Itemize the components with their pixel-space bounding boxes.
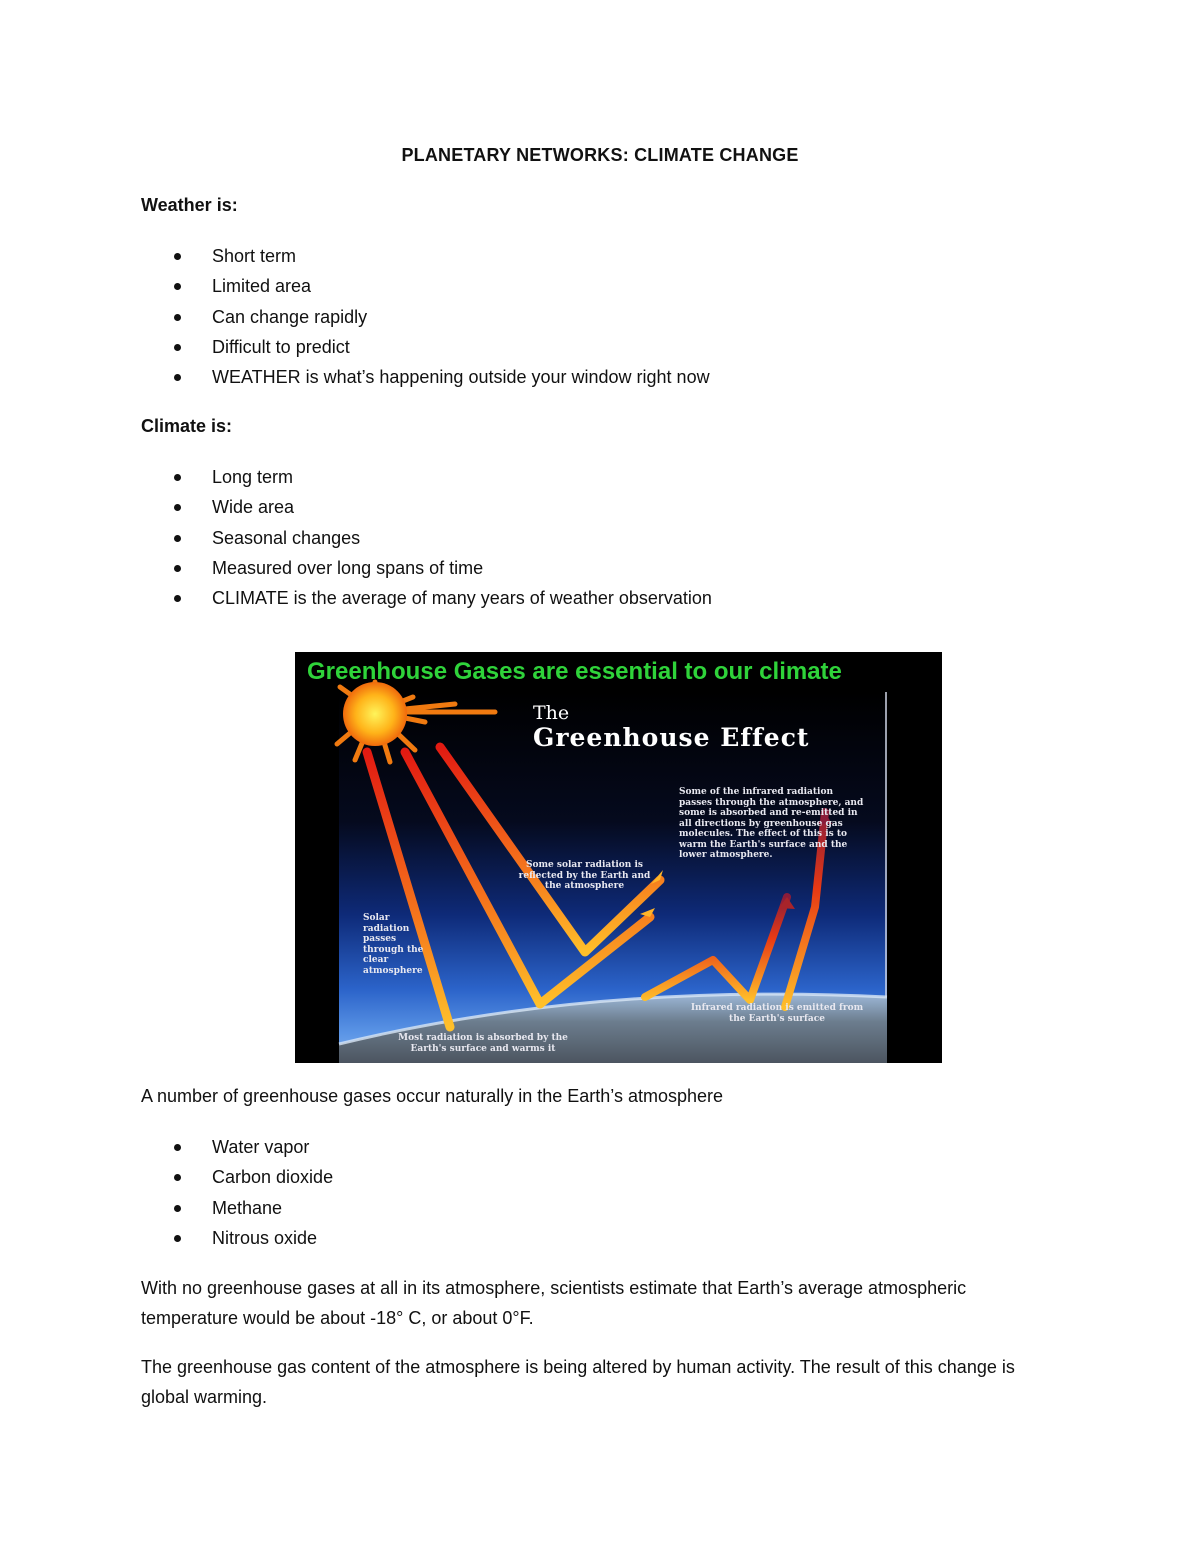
list-item: Nitrous oxide bbox=[141, 1227, 333, 1257]
note-absorbed: Most radiation is absorbed by the Earth's surface and warms it bbox=[398, 1033, 568, 1054]
temperature-paragraph: With no greenhouse gases at all in its atmosphere, scientists estimate that Earth’s average atmospheric temperature would be about -18° C, or about 0°F. bbox=[141, 1278, 967, 1328]
figure-the: The bbox=[533, 702, 570, 724]
page-title: PLANETARY NETWORKS: CLIMATE CHANGE bbox=[401, 145, 799, 165]
bullet-icon bbox=[174, 504, 181, 511]
bullet-icon bbox=[174, 474, 181, 481]
human-activity-paragraph: The greenhouse gas content of the atmosphere is being altered by human activity. The result of this change is global warming. bbox=[141, 1357, 1015, 1407]
note-reflected: Some solar radiation is reflected by the Earth and the atmosphere bbox=[518, 860, 651, 891]
list-item: WEATHER is what’s happening outside your window right now bbox=[141, 366, 710, 396]
weather-list bbox=[141, 245, 710, 396]
bullet-icon bbox=[174, 1205, 181, 1212]
weather-heading: Weather is: bbox=[141, 195, 238, 215]
list-item: Carbon dioxide bbox=[141, 1166, 333, 1196]
bullet-icon bbox=[174, 1174, 181, 1181]
list-item: Limited area bbox=[141, 275, 710, 305]
figure-banner: Greenhouse Gases are essential to our climate bbox=[307, 658, 842, 685]
gases-list bbox=[141, 1136, 333, 1257]
figure-heading: Greenhouse Effect bbox=[533, 723, 810, 752]
bullet-icon bbox=[174, 1144, 181, 1151]
bullet-icon bbox=[174, 535, 181, 542]
list-item: Can change rapidly bbox=[141, 306, 710, 336]
list-item: CLIMATE is the average of many years of weather observation bbox=[141, 587, 712, 617]
climate-heading: Climate is: bbox=[141, 416, 233, 436]
bullet-icon bbox=[174, 314, 181, 321]
climate-list bbox=[141, 466, 712, 617]
list-item: Short term bbox=[141, 245, 710, 275]
note-solar: Solar radiation passes through the clear atmosphere bbox=[363, 913, 424, 976]
bullet-icon bbox=[174, 565, 181, 572]
note-emitted: Infrared radiation is emitted from the Earth's surface bbox=[690, 1003, 864, 1024]
list-item: Seasonal changes bbox=[141, 527, 712, 557]
list-item: Wide area bbox=[141, 496, 712, 526]
note-infrared: Some of the infrared radiation passes through the atmosphere, and some is absorbed and re-emitted in all directions by greenhouse gas molecules. The effect of this is to warm the Earth's surface and the lower atmosphere. bbox=[679, 787, 864, 860]
bullet-icon bbox=[174, 595, 181, 602]
bullet-icon bbox=[174, 374, 181, 381]
bullet-icon bbox=[174, 1235, 181, 1242]
list-item: Measured over long spans of time bbox=[141, 557, 712, 587]
list-item: Water vapor bbox=[141, 1136, 333, 1166]
bullet-icon bbox=[174, 253, 181, 260]
bullet-icon bbox=[174, 283, 181, 290]
list-item: Difficult to predict bbox=[141, 336, 710, 366]
gases-intro: A number of greenhouse gases occur naturally in the Earth’s atmosphere bbox=[141, 1086, 724, 1106]
list-item: Long term bbox=[141, 466, 712, 496]
list-item: Methane bbox=[141, 1197, 333, 1227]
greenhouse-effect-figure bbox=[295, 652, 942, 1063]
bullet-icon bbox=[174, 344, 181, 351]
